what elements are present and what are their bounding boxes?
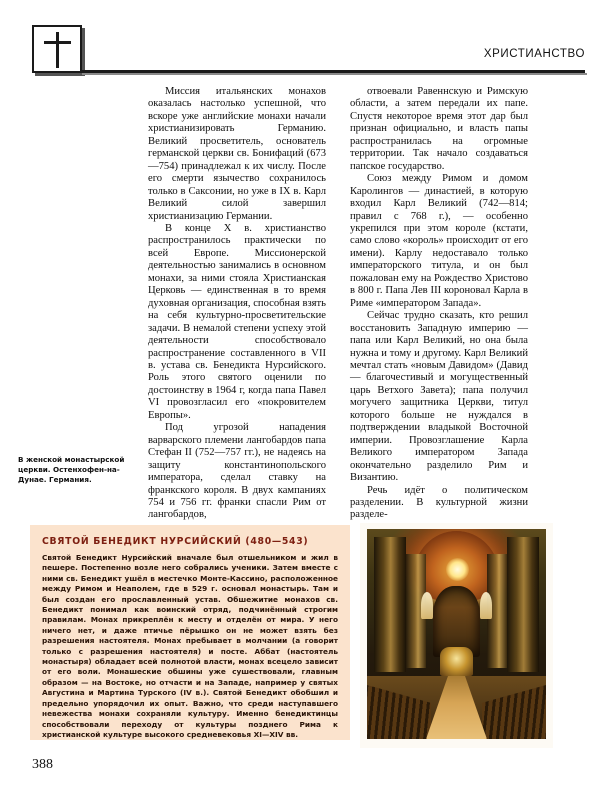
paragraph: отвоевали Равеннскую и Римскую области, а затем передали их папе. Спустя некоторое время этот дар был признан официально, и власть папы распространилась на огромные территории. Так начало создаваться папское государство. — [350, 86, 528, 172]
cross-emblem — [32, 25, 82, 73]
photo-layer-pillar-right-outer — [507, 537, 539, 671]
photo-layer-window-right — [480, 592, 493, 619]
header-title: ХРИСТИАНСТВО — [483, 48, 585, 60]
photo-layer-pillar-left-outer — [374, 537, 406, 671]
paragraph: Миссия итальянских монахов оказалась настолько успешной, что вскоре уже английские монахи начали христианизировать Германию. Великий просветитель, основатель германской церкви св. Бонифаций (673—754) принадлежал к их числу. После его смерти язычество сохранилось только в Саксонии, но уже в IX в. Карл Великий силой завершил христианизацию Германии. — [148, 86, 326, 222]
infobox-title: СВЯТОЙ БЕНЕДИКТ НУРСИЙСКИЙ (480—543) — [42, 536, 309, 547]
body-column-left — [148, 86, 326, 522]
cross-icon — [34, 27, 80, 71]
photo-layer-altar — [440, 647, 472, 676]
paragraph: В конце X в. христианство распространилось практически по всей Европе. Миссионерской деятельностью занимались в основном монахи, за ними стояла Христианская Церковь — единственная в то время духовная организация, способная взять на себя культурно-просветительские задачи. В немалой степени успеху этой деятельности способствовало распространение составленного в VII в. устава св. Бенедикта Нурсийского. Роль этого святого оценили по достоинству в 1964 г, когда папа Павел VI провозгласил его «покровителем Европы». — [148, 222, 326, 421]
photo-frame — [360, 523, 553, 748]
cross-horizontal-bar — [44, 41, 71, 44]
photo-layer-window-left — [421, 592, 434, 619]
page-header — [0, 0, 600, 80]
infobox-body: Святой Бенедикт Нурсийский вначале был отшельником и жил в пешере. Постепенно возле него собрались ученики. Затем вместе с ними св. Бенедикт ушёл в местечко Монте-Кассино, расположенное между Римом и Неаполем, где в 529 г. основал монастырь. Там и был создан его прославленный устав. Обшежитие монахов св. Бенедикт понимал как воинский отряд, подчинённый строгим правилам. Монах прикреплён к месту и отделён от мира. У него ничего нет, и даже птичье пёрышко он не может взять без разрешения настоятеля. Монах пребывает в молчании (а говорит только с разрешения настоятеля) и посте. Аббат (настоятель монастыря) обладает всей полнотой власти, монах всецело зависит от его воли. Монашеские обшины уже сушествовали, главным образом — на Востоке, но отчасти и на Западе, например у святых Августина и Мартина Турского (IV в.). Святой Бенедикт обобшил и предельно упорядочил их опыт. Важно, что среди наступавшего невежества монахи сохраняли культуру. Именно бенедиктинцы способствовали переходу от культуры позднего Рима к христианской культуре высокого средневековья XI—XIV вв. — [42, 553, 338, 739]
figure-caption-side: В женской монастырской церкви. Остенхофен-на-Дунае. Германия. — [18, 455, 125, 484]
paragraph: Сейчас трудно сказать, кто решил восстановить Западную империю — папа или Карл Великий, но она была нужна и тому и другому. Карл Великий мечтал стать «новым Давидом» (Давид — благочестивый и могущественный царь Ветхого Завета); папа получил могучего защитника Церкви, титул которого больше не нуждался в подтверждении владыкой Восточной империи. Провозглашение Карла Великого императором Запада окончательно разделило Рим и Византию. — [350, 310, 528, 484]
paragraph: Речь идёт о политическом разделении. В культурной жизни разделе- — [350, 484, 528, 521]
paragraph: Под угрозой нападения варварского племени лангобардов папа Стефан II (752—757 гг.), не надеясь на защиту константинопольского императора, сделал ставку на франкского короля. В двух кампаниях 754 и 756 гг. франки спасли Рим от лангобардов, — [148, 422, 326, 521]
cross-vertical-bar — [56, 32, 59, 68]
infobox-saint-benedict — [30, 525, 350, 740]
header-rule-shadow — [82, 73, 587, 75]
paragraph: Союз между Римом и домом Каролингов — династией, в которую входил Карл Великий (742—814; правил с 768 г.), — особенно укрепился при этом короле (кстати, само слово «король» происходит от его имени). Карлу недоставало только императорского титула, и он был пожалован ему на Рождество Христово в 800 г. Папа Лев III короновал Карла в Риме «императором Запада». — [350, 173, 528, 309]
header-rule — [80, 70, 585, 73]
page-number: 388 — [32, 757, 53, 772]
body-column-right — [350, 86, 528, 522]
baroque-church-interior-photo — [367, 529, 546, 739]
